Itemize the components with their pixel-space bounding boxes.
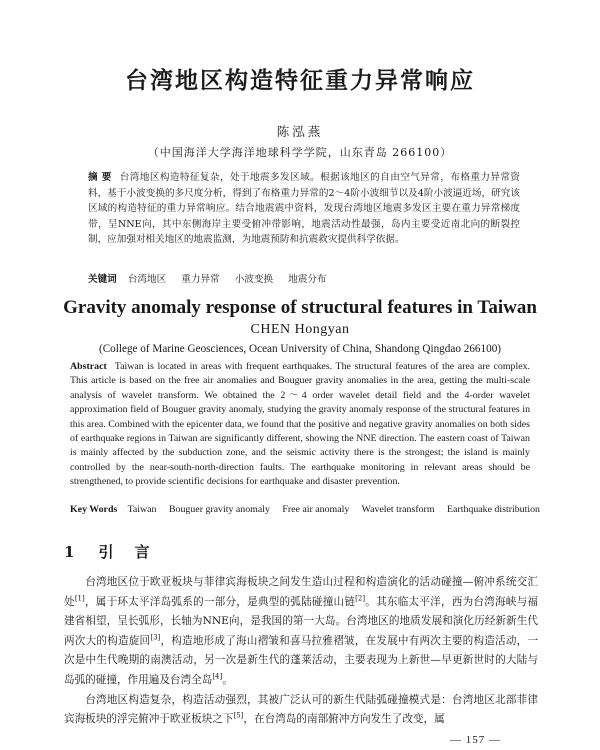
citation: [2] xyxy=(355,594,366,603)
english-affiliation: (College of Marine Geosciences, Ocean University of China, Shandong Qingdao 266100) xyxy=(98,343,502,355)
body-paragraph xyxy=(64,691,538,730)
body-text xyxy=(64,573,538,730)
chinese-keyword: 小波变换 xyxy=(234,274,274,285)
body-text-run: ，属于环太平洋岛弧系的一部分，是典型的弧陆碰撞山链 xyxy=(84,595,356,608)
section-heading xyxy=(64,541,158,562)
chinese-keywords xyxy=(88,273,520,287)
english-keywords xyxy=(70,503,540,517)
body-text-run: 。其东临太平洋，西为台湾海峡与福建省相望，呈长弧形，长轴为NNE向，是我国的第一大岛。台湾地区的地质发展和演化历经新新生代两次大的构造旋回 xyxy=(64,595,539,647)
chinese-affiliation: （中国海洋大学海洋地球科学学院，山东青岛 266100） xyxy=(147,146,453,159)
english-abstract-label: Abstract xyxy=(70,361,107,372)
english-abstract-text: Taiwan is located in areas with frequent earthquakes. The structural features of the area are complex. This article is based on the free air anomalies and Bouguer gravity anomalies in the area, getting the multi-scale analysis of wavelet transform. We obtained the 2～4 order wavelet detail field and the 4-order wavelet approximation field of Bouguer gravity anomaly, studying the gravity anomaly response of the structural features in this area. Combined with the epicenter data, we found that the positive and negative gravity anomalies on both sides of earthquake regions in Taiwan are significantly different, showing the NNE direction. The eastern coast of Taiwan is mainly affected by the subduction zone, and the seismic activity there is the strongest; the island is mainly controlled by the near-south-north-direction faults. The earthquake monitoring in relevant areas should be strengthened, to provide scientific decisions for earthquake and disaster prevention. xyxy=(70,361,530,488)
english-keyword: Earthquake distribution xyxy=(447,504,540,515)
chinese-keyword: 地震分布 xyxy=(288,274,327,285)
page-number: — 157 — xyxy=(450,734,501,746)
citation: [5] xyxy=(233,711,244,720)
citation: [3] xyxy=(150,633,161,642)
body-text-run: 台湾地区构造复杂，构造活动强烈，其被广泛认可的新生代陆弧碰撞模式是：台湾地区北部菲律宾海板块的浮完俯冲于欧亚板块之下 xyxy=(64,693,538,726)
citation: [1] xyxy=(74,594,85,603)
english-keyword: Bouguer gravity anomaly xyxy=(168,504,270,515)
section-title: 引 言 xyxy=(98,543,158,561)
chinese-keyword: 重力异常 xyxy=(181,274,220,285)
chinese-keywords-label: 关键词 xyxy=(88,274,117,285)
chinese-keyword: 台湾地区 xyxy=(127,274,167,285)
chinese-author: 陈泓燕 xyxy=(276,124,324,139)
english-keywords-label: Key Words xyxy=(70,504,118,515)
english-keyword: Taiwan xyxy=(127,504,157,515)
body-text-run: 。 xyxy=(222,673,233,686)
chinese-abstract xyxy=(88,170,520,248)
body-paragraph xyxy=(64,573,538,691)
citation: [4] xyxy=(212,672,223,681)
english-title: Gravity anomaly response of structural features in Taiwan xyxy=(63,297,537,318)
english-abstract xyxy=(70,360,530,490)
english-keyword: Wavelet transform xyxy=(361,504,435,515)
body-text-run: ，构造地形成了海山褶皱和喜马拉雅褶皱，在发展中有两次主要的构造活动，一次是中生代晚期的南澳活动，另一次是新生代的蓬莱活动，主要表现为上新世—早更新世时的大陆与岛弧的碰撞，作用遍及台湾全岛 xyxy=(64,634,539,686)
body-text-run: ，在台湾岛的南部俯冲方向发生了改变，属 xyxy=(243,713,445,726)
chinese-abstract-text: 台湾地区构造特征复杂，处于地震多发区域。根据该地区的自由空气异常，布格重力异常资料，基于小波变换的多尺度分析，得到了布格重力异常的2～4阶小波细节以及4阶小波逼近场，研究该区域的构造特征的重力异常响应。结合地震震中资料，发现台湾地区地震多发区主要在重力异常梯度带，呈NNE向，其中东侧海岸主要受俯冲带影响，地震活动性最强，岛内主要受近南北向的断裂控制，应加强对相关地区的地震监测，为地震预防和抗震救灾提供科学依据。 xyxy=(88,172,520,246)
english-author: CHEN Hongyan xyxy=(250,322,350,337)
body-text-run: 台湾地区位于欧亚板块与菲律宾海板块之间发生造山过程和构造演化的活动碰撞—俯冲系统交汇处 xyxy=(64,576,538,608)
chinese-abstract-label: 摘 要 xyxy=(88,172,112,183)
chinese-title: 台湾地区构造特征重力异常响应 xyxy=(125,67,475,94)
english-keyword: Free air anomaly xyxy=(282,504,350,515)
section-number: 1 xyxy=(64,543,83,561)
